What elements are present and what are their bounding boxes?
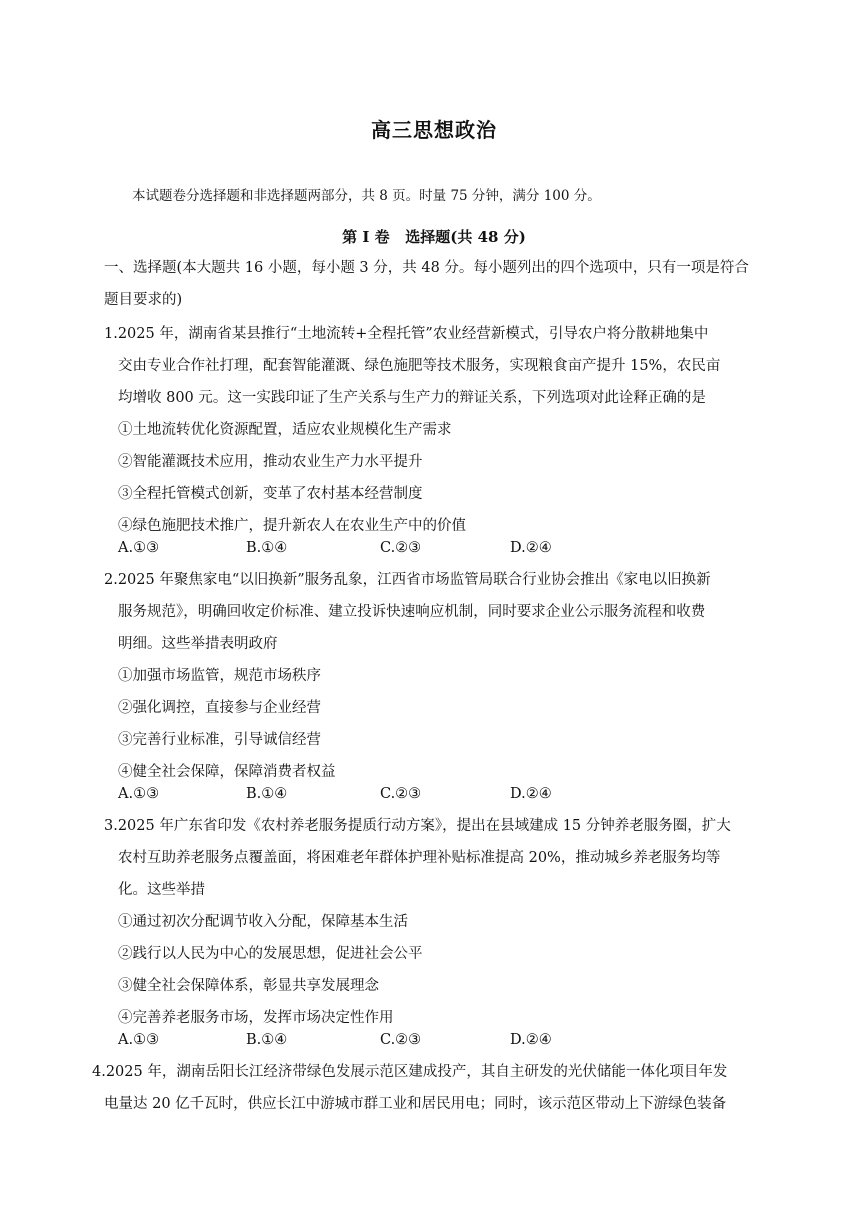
question-text: 化。这些举措 <box>118 882 205 898</box>
question-text: 1.2025 年，湖南省某县推行“土地流转+全程托管”农业经营新模式，引导农户将分散耕地集中 <box>104 326 709 342</box>
statement-option: ①土地流转优化资源配置，适应农业规模化生产需求 <box>118 422 452 438</box>
question-text: 明细。这些举措表明政府 <box>118 636 278 652</box>
statement-option: ③全程托管模式创新，变革了农村基本经营制度 <box>118 486 423 502</box>
exam-intro: 本试题卷分选择题和非选择题两部分，共 8 页。时量 75 分钟，满分 100 分。 <box>132 188 601 204</box>
instruction-line: 一、选择题(本大题共 16 小题，每小题 3 分，共 48 分。每小题列出的四个选项中，只有一项是符合 <box>104 260 749 276</box>
question-text: 2.2025 年聚焦家电“以旧换新”服务乱象，江西省市场监管局联合行业协会推出《家电以旧换新 <box>104 572 711 588</box>
answer-choice-c: C.②③ <box>380 786 422 802</box>
answer-choice-a: A.①③ <box>118 786 160 802</box>
instruction-line: 题目要求的) <box>104 292 183 308</box>
question-text: 均增收 800 元。这一实践印证了生产关系与生产力的辩证关系，下列选项对此诠释正确的是 <box>118 390 706 406</box>
answer-choice-c: C.②③ <box>380 1032 422 1048</box>
question-text: 4.2025 年，湖南岳阳长江经济带绿色发展示范区建成投产，其自主研发的光伏储能一体化项目年发 <box>92 1064 728 1080</box>
answer-choice-b: B.①④ <box>246 786 288 802</box>
answer-choice-b: B.①④ <box>246 1032 288 1048</box>
statement-option: ④绿色施肥技术推广，提升新农人在农业生产中的价值 <box>118 518 466 534</box>
statement-option: ②践行以人民为中心的发展思想，促进社会公平 <box>118 946 423 962</box>
answer-choice-a: A.①③ <box>118 540 160 556</box>
page-title: 高三思想政治 <box>371 118 497 142</box>
answer-choice-a: A.①③ <box>118 1032 160 1048</box>
question-text: 交由专业合作社打理，配套智能灌溉、绿色施肥等技术服务，实现粮食亩产提升 15%，农民亩 <box>118 358 721 374</box>
answer-choice-d: D.②④ <box>510 1032 552 1048</box>
question-text: 电量达 20 亿千瓦时，供应长江中游城市群工业和居民用电；同时，该示范区带动上下游绿色装备 <box>104 1096 727 1112</box>
answer-choice-b: B.①④ <box>246 540 288 556</box>
answer-choice-d: D.②④ <box>510 540 552 556</box>
answer-choice-c: C.②③ <box>380 540 422 556</box>
statement-option: ③完善行业标准，引导诚信经营 <box>118 732 321 748</box>
question-text: 服务规范》，明确回收定价标准、建立投诉快速响应机制，同时要求企业公示服务流程和收费 <box>118 604 706 620</box>
statement-option: ②智能灌溉技术应用，推动农业生产力水平提升 <box>118 454 423 470</box>
statement-option: ①通过初次分配调节收入分配，保障基本生活 <box>118 914 408 930</box>
statement-option: ④健全社会保障，保障消费者权益 <box>118 764 336 780</box>
statement-option: ③健全社会保障体系，彰显共享发展理念 <box>118 978 379 994</box>
answer-choice-d: D.②④ <box>510 786 552 802</box>
question-text: 农村互助养老服务点覆盖面，将困难老年群体护理补贴标准提高 20%，推动城乡养老服务均等 <box>118 850 721 866</box>
question-text: 3.2025 年广东省印发《农村养老服务提质行动方案》，提出在县域建成 15 分钟养老服务圈，扩大 <box>104 818 731 834</box>
statement-option: ④完善养老服务市场，发挥市场决定性作用 <box>118 1010 394 1026</box>
statement-option: ①加强市场监管，规范市场秩序 <box>118 668 321 684</box>
section-title: 第 Ⅰ 卷 选择题(共 48 分) <box>342 228 526 246</box>
statement-option: ②强化调控，直接参与企业经营 <box>118 700 321 716</box>
